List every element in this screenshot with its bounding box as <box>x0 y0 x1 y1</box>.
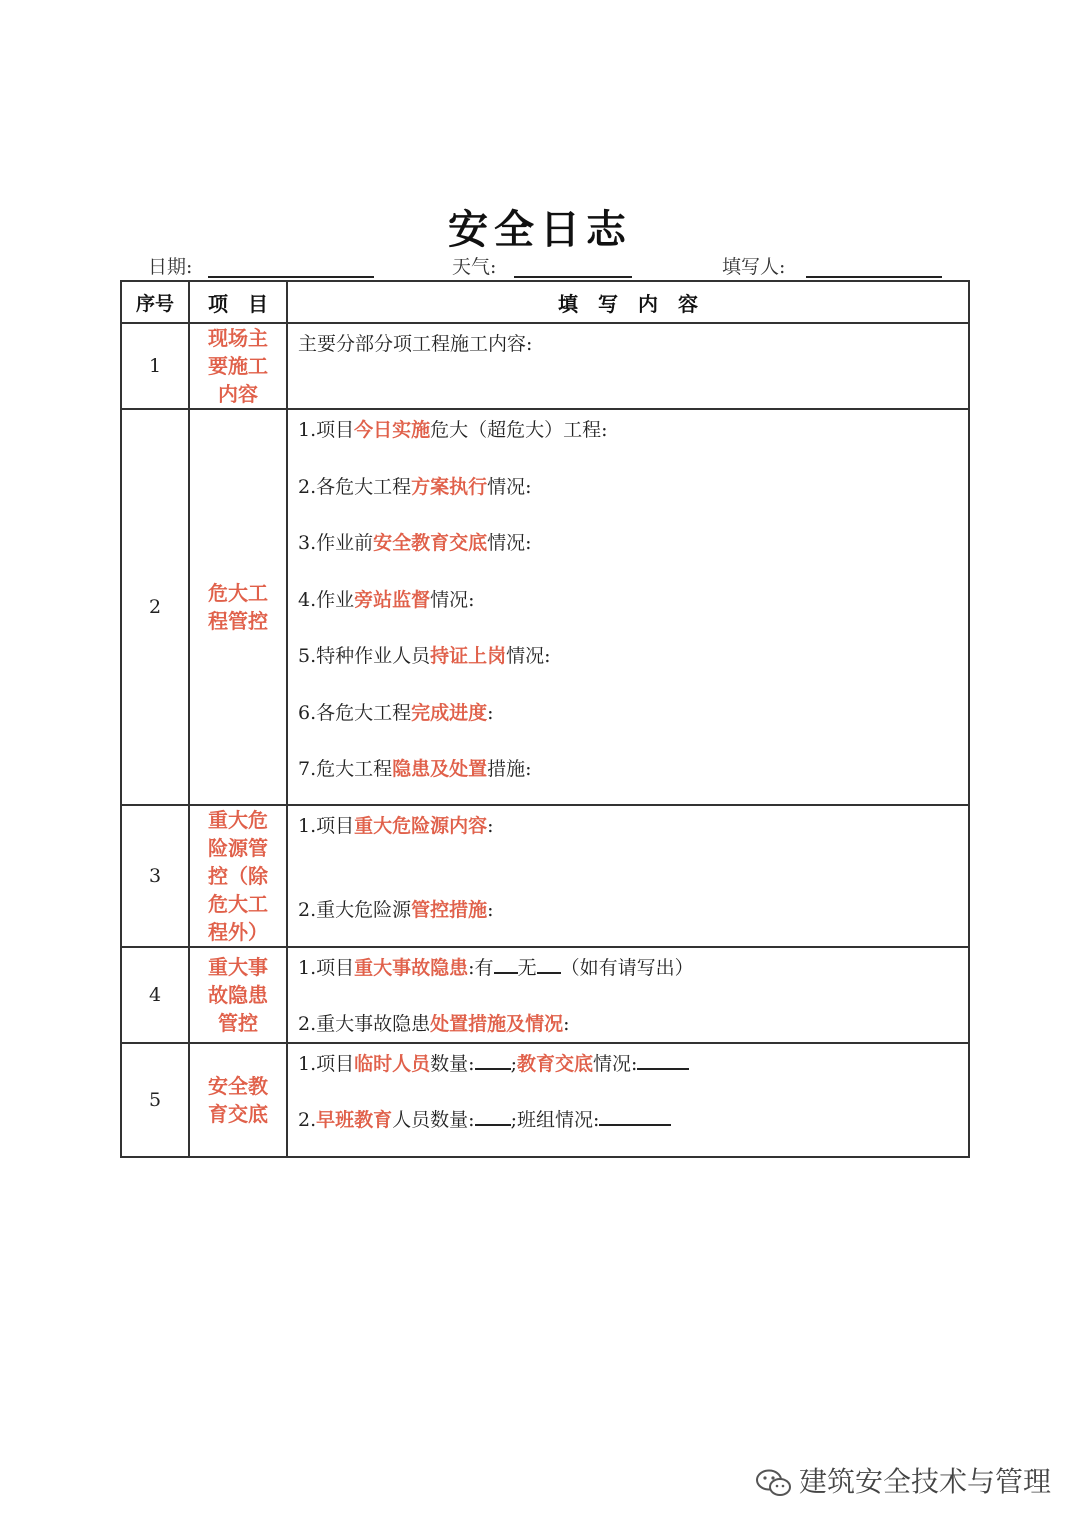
row-item-line: 故隐患 <box>208 983 268 1007</box>
safety-log-table <box>120 280 970 1158</box>
row-item-line: 危大工 <box>208 581 268 605</box>
weather-label: 天气: <box>452 256 497 278</box>
content-line: 1.项目临时人员数量: ;教育交底情况: <box>298 1050 958 1078</box>
row-item-line: 程管控 <box>208 609 268 633</box>
morning-staff-count-blank[interactable] <box>475 1106 511 1126</box>
row-number: 1 <box>121 323 189 409</box>
row-item-line: 内容 <box>218 382 258 406</box>
row-item <box>189 409 287 805</box>
row-item-line: 程外） <box>208 920 268 944</box>
content-line: 1.项目重大事故隐患:有 无 （如有请写出） <box>298 954 958 982</box>
row-item-line: 险源管 <box>208 836 268 860</box>
row-number: 3 <box>121 805 189 947</box>
page-title: 安全日志 <box>448 206 632 253</box>
content-line: 2.重大危险源管控措施: <box>298 899 494 921</box>
row-content[interactable] <box>287 409 969 805</box>
content-line: 1.项目重大危险源内容: <box>298 815 494 837</box>
row-item <box>189 947 287 1043</box>
date-label: 日期: <box>148 256 193 278</box>
content-line: 1.项目今日实施危大（超危大）工程: <box>298 419 608 441</box>
row-number: 2 <box>121 409 189 805</box>
row-item-line: 育交底 <box>208 1102 268 1126</box>
table-row <box>121 323 969 409</box>
row-item <box>189 1043 287 1157</box>
content-line: 5.特种作业人员持证上岗情况: <box>298 645 551 667</box>
education-status-blank[interactable] <box>637 1050 689 1070</box>
row-item-line: 安全教 <box>208 1074 268 1098</box>
row-item <box>189 323 287 409</box>
row-item-line: 控（除 <box>208 864 268 888</box>
wechat-icon <box>755 1468 793 1498</box>
row-number: 4 <box>121 947 189 1043</box>
table-row <box>121 805 969 947</box>
content-line: 2.重大事故隐患处置措施及情况: <box>298 1013 570 1035</box>
content-line: 7.危大工程隐患及处置措施: <box>298 758 532 780</box>
meta-row <box>0 252 1080 282</box>
row-content[interactable] <box>287 1043 969 1157</box>
row-number: 5 <box>121 1043 189 1157</box>
has-hazard-blank[interactable] <box>494 954 518 974</box>
row-item-line: 要施工 <box>208 354 268 378</box>
temp-staff-count-blank[interactable] <box>475 1050 511 1070</box>
row-content[interactable] <box>287 323 969 409</box>
writer-field[interactable] <box>806 276 942 278</box>
watermark-text: 建筑安全技术与管理 <box>799 1465 1052 1498</box>
weather-field[interactable] <box>514 276 632 278</box>
content-line: 4.作业旁站监督情况: <box>298 588 475 611</box>
row-content[interactable] <box>287 947 969 1043</box>
row-item-line: 危大工 <box>208 892 268 916</box>
header-content: 填 写 内 容 <box>287 281 969 323</box>
row-content[interactable] <box>287 805 969 947</box>
date-field[interactable] <box>208 276 374 278</box>
content-line: 6.各危大工程完成进度: <box>298 701 494 724</box>
row-item-line: 现场主 <box>208 326 268 350</box>
watermark <box>755 1460 1051 1500</box>
content-line: 2.早班教育人员数量: ;班组情况: <box>298 1106 958 1134</box>
content-line: 2.各危大工程方案执行情况: <box>298 475 532 498</box>
team-status-blank[interactable] <box>599 1106 671 1126</box>
no-hazard-blank[interactable] <box>537 954 561 974</box>
content-line: 3.作业前安全教育交底情况: <box>298 532 532 554</box>
header-no: 序号 <box>121 281 189 323</box>
row-item-line: 重大事 <box>208 955 268 979</box>
table-header-row <box>121 281 969 323</box>
table-row <box>121 947 969 1043</box>
table-row <box>121 1043 969 1157</box>
content-line: 主要分部分项工程施工内容: <box>298 333 533 355</box>
row-item <box>189 805 287 947</box>
header-item: 项 目 <box>189 281 287 323</box>
writer-label: 填写人: <box>722 256 786 278</box>
table-row <box>121 409 969 805</box>
row-item-line: 管控 <box>218 1011 258 1035</box>
row-item-line: 重大危 <box>208 808 268 832</box>
